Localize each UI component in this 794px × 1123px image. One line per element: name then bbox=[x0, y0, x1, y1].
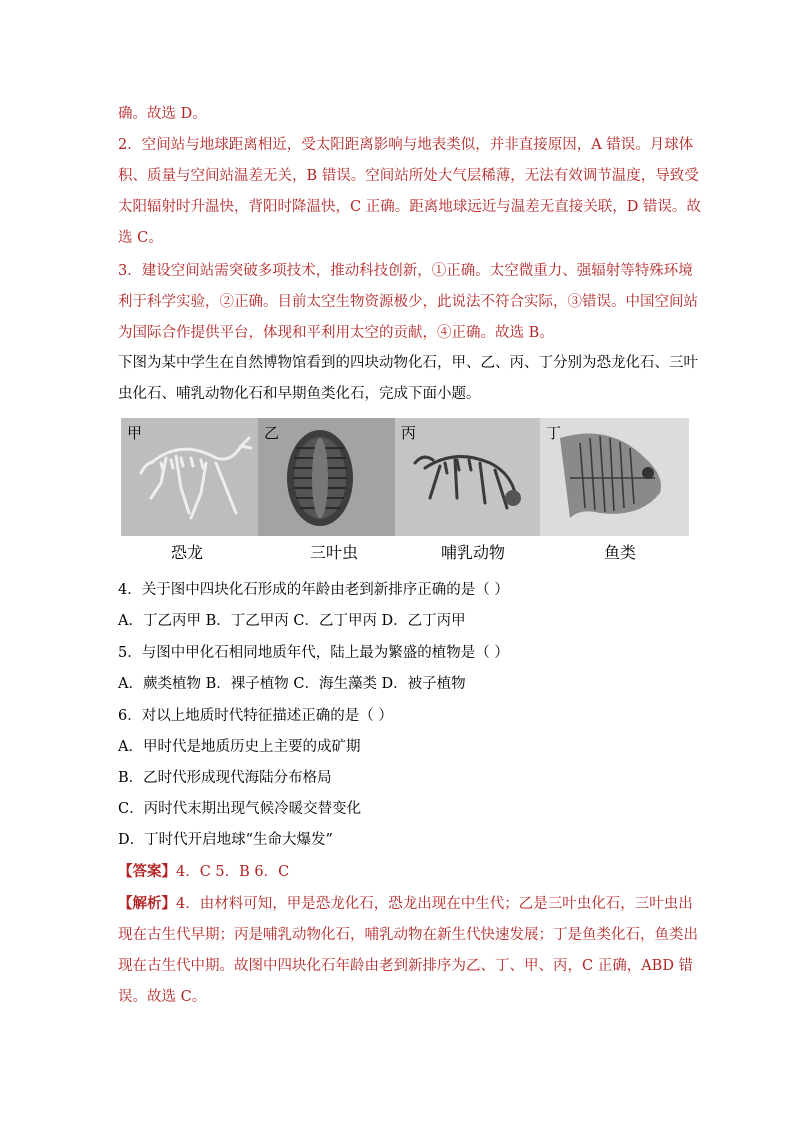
fossil-panel-trilobite bbox=[258, 418, 395, 536]
analysis-label: 【解析】 bbox=[118, 895, 176, 912]
explanation-q3-line: 利于科学实验，②正确。目前太空生物资源极少，此说法不符合实际，③错误。中国空间站 bbox=[118, 294, 698, 310]
panel-tag: 丁 bbox=[546, 424, 562, 442]
explanation-q2-line: 2．空间站与地球距离相近，受太阳距离影响与地表类似，并非直接原因，A 错误。月球体 bbox=[118, 137, 694, 153]
question-5-stem: 5．与图中甲化石相同地质年代，陆上最为繁盛的植物是（ ） bbox=[118, 645, 509, 661]
caption-mammal: 哺乳动物 bbox=[441, 543, 506, 562]
question-6-option-b: B．乙时代形成现代海陆分布格局 bbox=[118, 770, 332, 786]
panel-tag: 丙 bbox=[401, 424, 417, 442]
analysis-text: 4．由材料可知，甲是恐龙化石，恐龙出现在中生代；乙是三叶虫化石，三叶虫出 bbox=[176, 896, 693, 912]
analysis-line bbox=[118, 895, 693, 913]
question-5-options: A．蕨类植物 B．裸子植物 C．海生藻类 D．被子植物 bbox=[118, 676, 466, 692]
explanation-q1-end: 确。故选 D。 bbox=[118, 106, 207, 122]
mammal-fossil-image bbox=[395, 418, 540, 536]
caption-fish: 鱼类 bbox=[604, 543, 637, 562]
fossil-figure bbox=[121, 418, 689, 536]
question-6-option-c: C．丙时代末期出现气候冷暖交替变化 bbox=[118, 801, 362, 817]
question-4-options: A．丁乙丙甲 B．丁乙甲丙 C．乙丁甲丙 D．乙丁丙甲 bbox=[118, 613, 466, 629]
analysis-line: 现在古生代中期。故图中四块化石年龄由老到新排序为乙、丁、甲、丙，C 正确，ABD 错 bbox=[118, 958, 694, 974]
explanation-q2-line: 选 C。 bbox=[118, 230, 163, 246]
fossil-panel-fish bbox=[540, 418, 689, 536]
caption-trilobite: 三叶虫 bbox=[310, 543, 359, 562]
question-6-option-d: D．丁时代开启地球“生命大爆发” bbox=[118, 832, 333, 848]
question-4-stem: 4．关于图中四块化石形成的年龄由老到新排序正确的是（ ） bbox=[118, 582, 509, 598]
answer-label: 【答案】 bbox=[118, 863, 176, 880]
answer-line bbox=[118, 863, 289, 881]
intro-line: 虫化石、哺乳动物化石和早期鱼类化石，完成下面小题。 bbox=[118, 386, 481, 402]
explanation-q2-line: 积、质量与空间站温差无关，B 错误。空间站所处大气层稀薄，无法有效调节温度，导致受 bbox=[118, 168, 699, 184]
fossil-panel-dinosaur bbox=[121, 418, 258, 536]
question-6-option-a: A．甲时代是地质历史上主要的成矿期 bbox=[118, 739, 361, 755]
explanation-q3-line: 为国际合作提供平台，体现和平利用太空的贡献，④正确。故选 B。 bbox=[118, 325, 554, 341]
answer-text: 4．C 5．B 6．C bbox=[176, 864, 290, 880]
analysis-line: 误。故选 C。 bbox=[118, 989, 207, 1005]
panel-tag: 甲 bbox=[127, 424, 143, 442]
intro-line: 下图为某中学生在自然博物馆看到的四块动物化石，甲、乙、丙、丁分别为恐龙化石、三叶 bbox=[118, 355, 698, 371]
question-6-stem: 6．对以上地质时代特征描述正确的是（ ） bbox=[118, 708, 393, 724]
fish-fossil-image bbox=[540, 418, 689, 536]
caption-dinosaur: 恐龙 bbox=[171, 543, 204, 562]
explanation-q2-line: 太阳辐射时升温快，背阳时降温快，C 正确。距离地球远近与温差无直接关联，D 错误。故 bbox=[118, 199, 701, 215]
analysis-line: 现在古生代早期；丙是哺乳动物化石，哺乳动物在新生代快速发展；丁是鱼类化石，鱼类出 bbox=[118, 927, 698, 943]
fossil-panel-mammal bbox=[395, 418, 540, 536]
panel-tag: 乙 bbox=[264, 424, 280, 442]
explanation-q3-line: 3．建设空间站需突破多项技术，推动科技创新，①正确。太空微重力、强辐射等特殊环境 bbox=[118, 263, 693, 279]
